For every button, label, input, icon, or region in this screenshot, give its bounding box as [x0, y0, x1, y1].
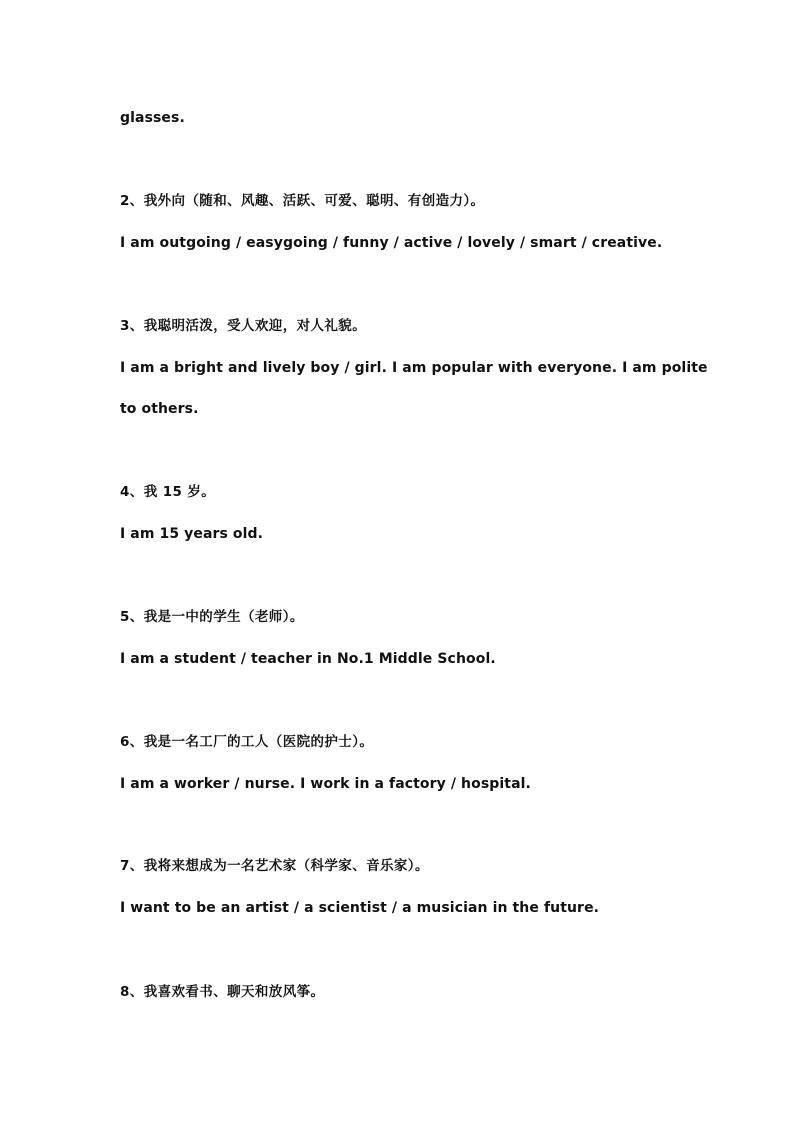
text-line-continuation: glasses. [120, 110, 185, 126]
item-6-english: I am a worker / nurse. I work in a factory / hospital. [120, 776, 531, 792]
item-2-english: I am outgoing / easygoing / funny / active / lovely / smart / creative. [120, 235, 663, 251]
item-2-chinese: 2、我外向（随和、风趣、活跃、可爱、聪明、有创造力）。 [120, 193, 485, 209]
item-4-english: I am 15 years old. [120, 526, 264, 542]
item-4-chinese: 4、我 15 岁。 [120, 484, 216, 500]
item-5-chinese: 5、我是一中的学生（老师）。 [120, 609, 304, 625]
item-8-chinese: 8、我喜欢看书、聊天和放风筝。 [120, 984, 325, 1000]
item-3-chinese: 3、我聪明活泼，受人欢迎，对人礼貌。 [120, 318, 367, 334]
item-7-chinese: 7、我将来想成为一名艺术家（科学家、音乐家）。 [120, 858, 429, 874]
item-5-english: I am a student / teacher in No.1 Middle School. [120, 651, 496, 667]
item-3-english-continued: to others. [120, 401, 199, 417]
item-3-english: I am a bright and lively boy / girl. I am popular with everyone. I am polite [120, 360, 708, 376]
item-6-chinese: 6、我是一名工厂的工人（医院的护士）。 [120, 734, 374, 750]
item-7-english: I want to be an artist / a scientist / a musician in the future. [120, 900, 600, 916]
